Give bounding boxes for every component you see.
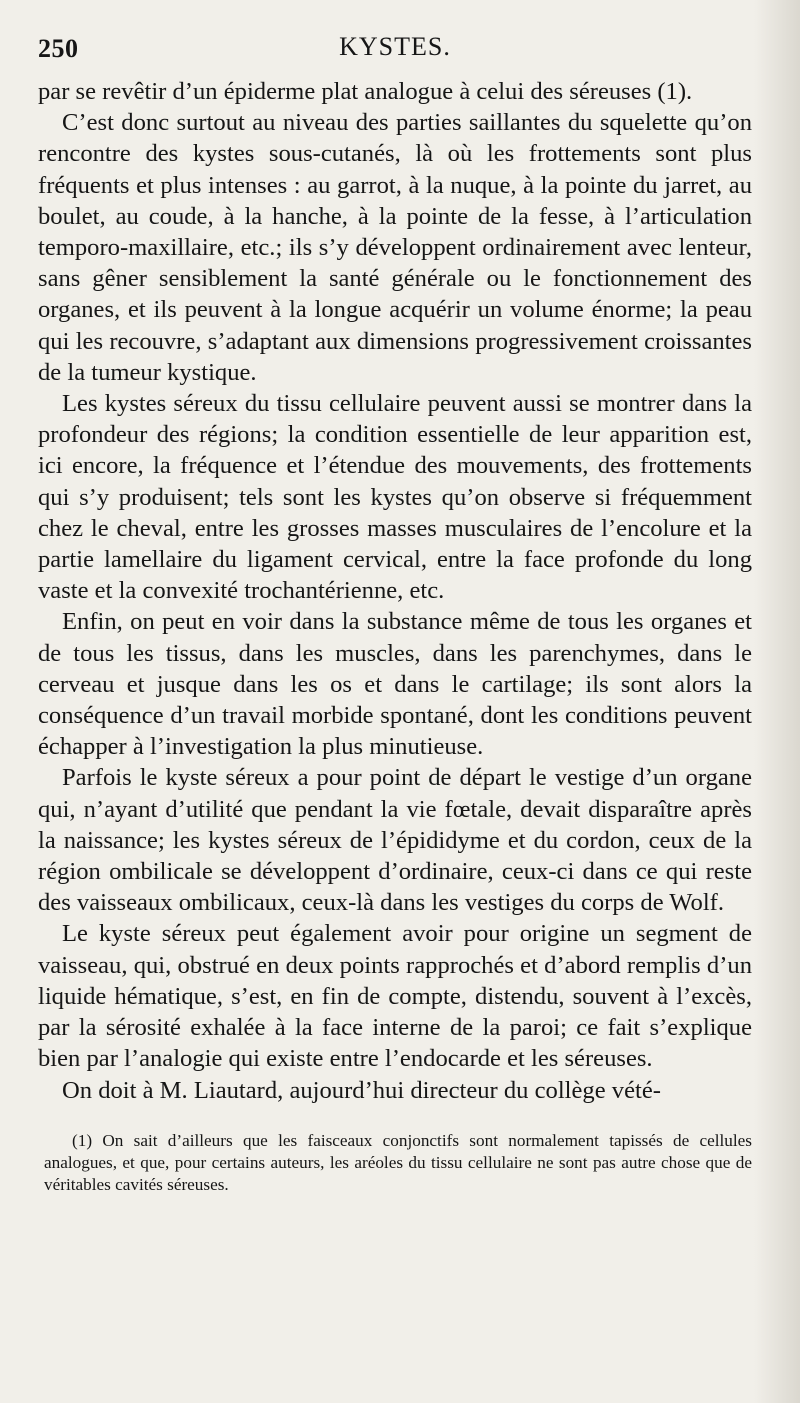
body-text	[38, 76, 752, 1106]
running-title: KYSTES.	[339, 32, 451, 61]
paragraph: C’est donc surtout au niveau des parties saillantes du squelette qu’on rencontre des kystes sous-cutanés, là où les frottements sont plus fréquents et plus intenses : au garrot, à la nuque, à la pointe du jarret, au boulet, au coude, à la hanche, à la pointe de la fesse, à l’articulation temporo-maxillaire, etc.; ils s’y développent ordinairement avec lenteur, sans gêner sensiblement la santé générale ou le fonctionnement des organes, et ils peuvent à la longue acquérir un volume énorme; la peau qui les recouvre, s’adaptant aux dimensions progressivement croissantes de la tumeur kystique.	[38, 109, 752, 386]
page-header	[38, 22, 752, 72]
paragraph: Le kyste séreux peut également avoir pour origine un segment de vaisseau, qui, obstrué en deux points rapprochés et d’abord remplis d’un liquide hématique, s’est, en fin de compte, distendu, souvent à l’excès, par la sérosité exhalée à la face interne de la paroi; ce fait s’explique bien par l’analogie qui existe entre l’endocarde et les séreuses.	[38, 920, 752, 1073]
paragraph: On doit à M. Liautard, aujourd’hui directeur du collège vété-	[62, 1076, 661, 1104]
footnotes	[38, 1130, 752, 1196]
paragraph: Les kystes séreux du tissu cellulaire peuvent aussi se montrer dans la profondeur des régions; la condition essentielle de leur apparition est, ici encore, la fréquence et l’étendue des mouvements, des frottements qui s’y produisent; tels sont les kystes qu’on observe si fréquemment chez le cheval, entre les grosses masses musculaires de l’encolure et la partie lamellaire du ligament cervical, entre la face profonde du long vaste et la convexité trochantérienne, etc.	[38, 390, 752, 605]
page-number: 250	[38, 34, 79, 63]
footnote: (1) On sait d’ailleurs que les faisceaux conjonctifs sont normalement tapissés de cellules analogues, et que, pour certains auteurs, les aréoles du tissu cellulaire ne sont pas autre chose que de véritables cavités séreuses.	[44, 1130, 752, 1194]
paragraph: Parfois le kyste séreux a pour point de départ le vestige d’un organe qui, n’ayant d’utilité que pendant la vie fœtale, devait disparaître après la naissance; les kystes séreux de l’épididyme et du cordon, ceux de la région ombilicale se développent d’ordinaire, ceux-ci dans ce qui reste des vaisseaux ombilicaux, ceux-là dans les vestiges du corps de Wolf.	[38, 764, 752, 917]
paragraph: Enfin, on peut en voir dans la substance même de tous les organes et de tous les tissus, dans les muscles, dans les parenchymes, dans le cerveau et jusque dans les os et dans le cartilage; ils sont alors la conséquence d’un travail morbide spontané, dont les conditions peuvent échapper à l’investigation la plus minutieuse.	[38, 608, 752, 761]
paragraph-continuation: par se revêtir d’un épiderme plat analogue à celui des séreuses (1).	[38, 78, 693, 105]
